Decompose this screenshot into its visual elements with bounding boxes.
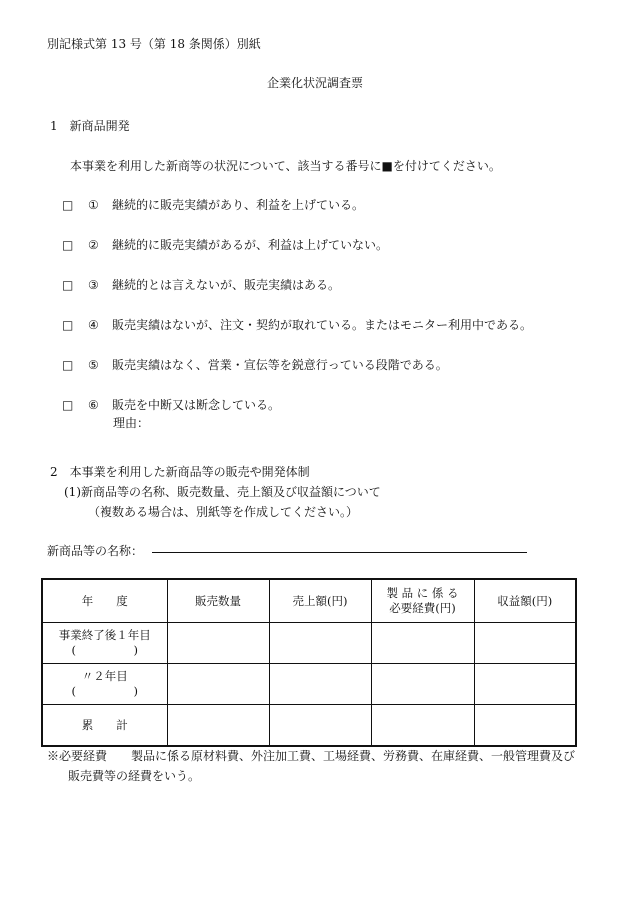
cell-sales-qty[interactable] [167, 664, 269, 705]
page-title: 企業化状況調査票 [266, 76, 363, 90]
cell-profit[interactable] [474, 664, 576, 705]
form-number-note: 別記様式第 13 号（第 18 条関係）別紙 [47, 37, 261, 51]
option-text: 販売実績はないが、注文・契約が取れている。またはモニター利用中である。 [112, 318, 533, 332]
cell-sales-qty[interactable] [167, 705, 269, 747]
footnote-line2: 販売費等の経費をいう。 [68, 769, 201, 783]
cell-expenses[interactable] [371, 705, 474, 747]
option-4[interactable] [62, 316, 532, 333]
row-label-total: 累 計 [42, 705, 167, 747]
option-text: 販売実績はなく、営業・宣伝等を鋭意行っている段階である。 [112, 358, 448, 372]
checkbox-icon[interactable]: □ [62, 358, 74, 372]
product-name-label: 新商品等の名称： [47, 544, 144, 558]
footnote-line1: ※必要経費 製品に係る原材料費、外注加工費、工場経費、労務費、在庫経費、一般管理費及び [47, 749, 576, 763]
row-label-line1: 〃２年目 [81, 669, 128, 683]
header-profit: 収益額(円) [474, 579, 576, 623]
option-number: ⑤ [88, 358, 99, 372]
header-revenue: 売上額(円) [269, 579, 371, 623]
option-6[interactable] [62, 396, 280, 413]
option-number: ② [88, 238, 99, 252]
table-header-row [42, 579, 576, 623]
section2-sub1: (1)新商品等の名称、販売数量、売上額及び収益額について [64, 485, 381, 499]
cell-expenses[interactable] [371, 623, 474, 664]
cell-revenue[interactable] [269, 664, 371, 705]
row-label [42, 664, 167, 705]
table-row [42, 623, 576, 664]
sales-table [41, 578, 577, 747]
table-row [42, 705, 576, 747]
header-sales-qty: 販売数量 [167, 579, 269, 623]
section2-heading: 2 本事業を利用した新商品等の販売や開発体制 [50, 465, 310, 479]
header-year: 年 度 [42, 579, 167, 623]
reason-label: 理由： [113, 416, 150, 430]
option-text: 継続的とは言えないが、販売実績はある。 [112, 278, 341, 292]
option-1[interactable] [62, 196, 364, 213]
section2-sub1-note: （複数ある場合は、別紙等を作成してください。） [88, 505, 359, 519]
checkbox-icon[interactable]: □ [62, 278, 74, 292]
option-text: 販売を中断又は断念している。 [112, 398, 281, 412]
table-row [42, 664, 576, 705]
section1-instruction: 本事業を利用した新商等の状況について、該当する番号に■を付けてください。 [70, 159, 501, 173]
checkbox-icon[interactable]: □ [62, 398, 74, 412]
row-label [42, 623, 167, 664]
row-label-line2: ( ) [71, 684, 138, 698]
checkbox-icon[interactable]: □ [62, 238, 74, 252]
row-label-line2: ( ) [71, 643, 138, 657]
header-expenses [371, 579, 474, 623]
checkbox-icon[interactable]: □ [62, 198, 74, 212]
option-number: ⑥ [88, 398, 99, 412]
row-label-line1: 事業終了後１年目 [58, 628, 151, 642]
option-number: ① [88, 198, 99, 212]
option-3[interactable] [62, 276, 340, 293]
cell-revenue[interactable] [269, 623, 371, 664]
option-text: 継続的に販売実績があるが、利益は上げていない。 [112, 238, 389, 252]
header-expenses-line1: 製 品 に 係 る [386, 586, 459, 600]
option-number: ③ [88, 278, 99, 292]
cell-expenses[interactable] [371, 664, 474, 705]
option-2[interactable] [62, 236, 388, 253]
cell-profit[interactable] [474, 623, 576, 664]
cell-revenue[interactable] [269, 705, 371, 747]
option-5[interactable] [62, 356, 448, 373]
cell-profit[interactable] [474, 705, 576, 747]
option-text: 継続的に販売実績があり、利益を上げている。 [112, 198, 365, 212]
section1-heading: 1 新商品開発 [50, 119, 130, 133]
header-expenses-line2: 必要経費(円) [389, 601, 456, 615]
product-name-field[interactable] [152, 552, 527, 553]
checkbox-icon[interactable]: □ [62, 318, 74, 332]
cell-sales-qty[interactable] [167, 623, 269, 664]
option-number: ④ [88, 318, 99, 332]
